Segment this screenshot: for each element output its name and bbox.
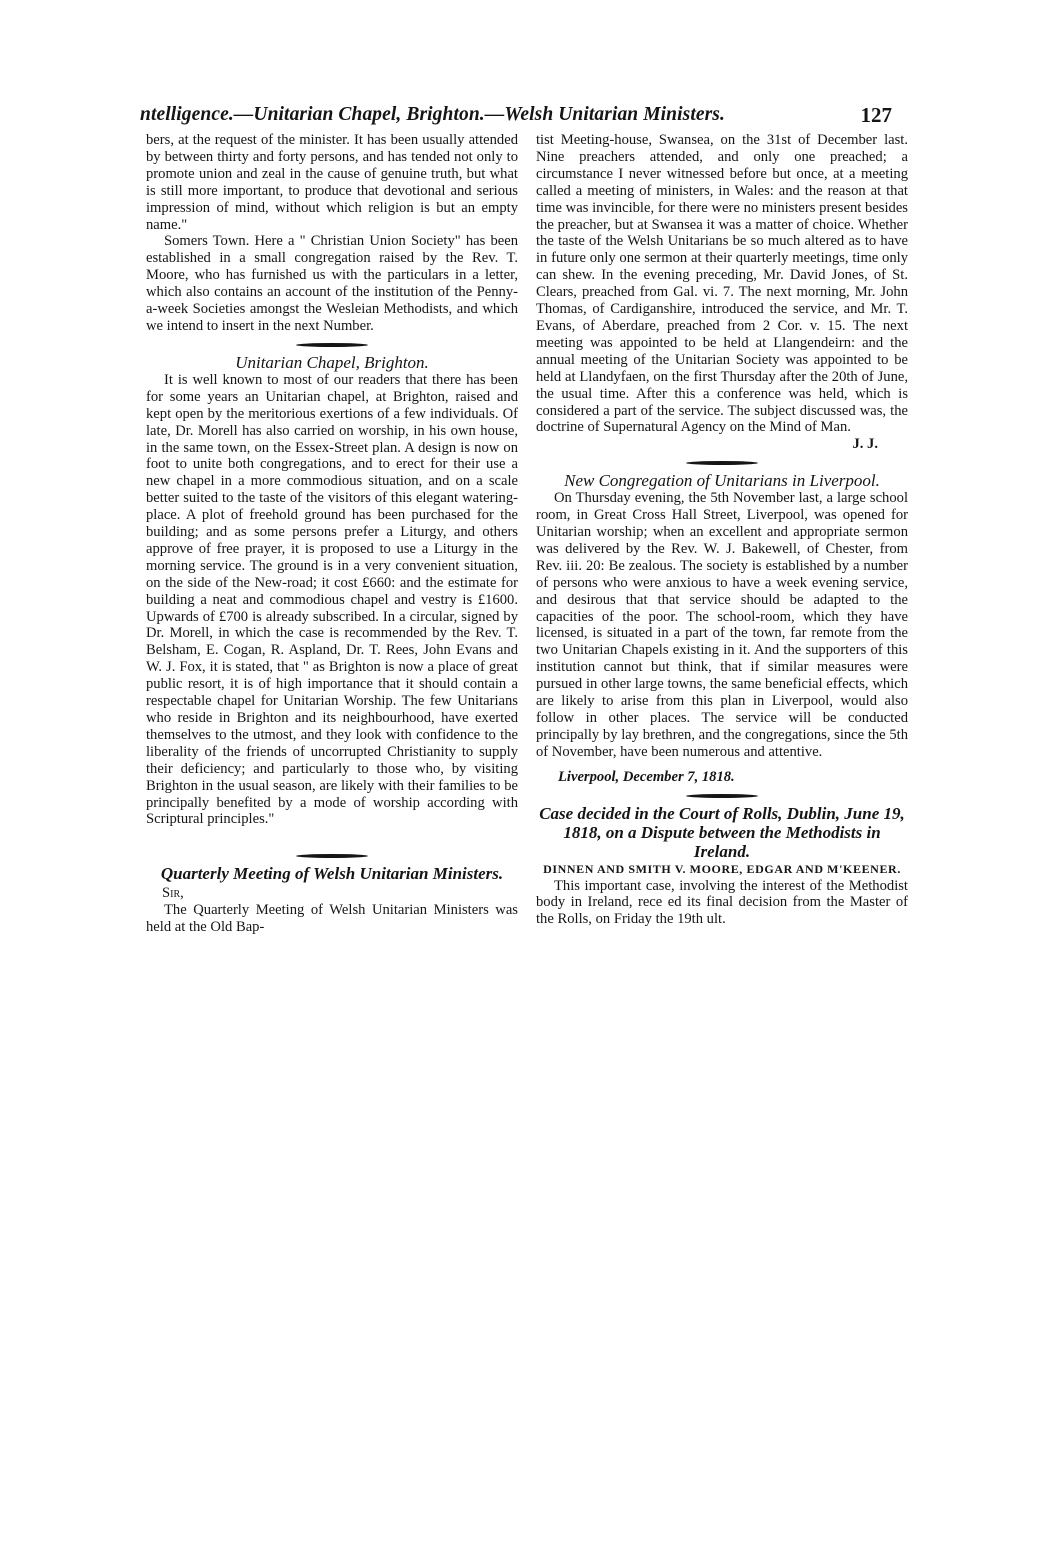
case-parties: DINNEN AND SMITH V. MOORE, EDGAR AND M'KEENER.	[543, 861, 901, 876]
section-divider	[296, 854, 368, 858]
dateline: Liverpool, December 7, 1818.	[558, 768, 735, 785]
liverpool-heading: New Congregation of Unitarians in Liverpool.	[564, 471, 880, 491]
brighton-paragraph: It is well known to most of our readers that there has been for some years an Unitarian chapel, at Brighton, raised and kept open by the meritorious exertions of a few individuals. Of late, Dr. Morell has also carried on worship, in his own house, in the same town, on the Essex-Street plan. A design is now on foot to unite both congregations, and to erect for their use a new chapel in a more commodious situation, and on a scale better suited to the taste of the visitors of this elegant watering-place. A plot of freehold ground has been purchased for the building; and as some persons prefer a Liturgy, and others approve of free prayer, it is proposed to use a Liturgy in the morning service. The ground is in a very convenient situation, on the side of the New-road; it cost £660: and the estimate for building a neat and commodious chapel and vestry is £1600. Upwards of £700 is already subscribed. In a circular, signed by Dr. Morell, in which the case is recommended by the Rev. T. Belsham, E. Cogan, R. Aspland, Dr. T. Rees, John Evans and W. J. Fox, it is stated, that " as Brighton is now a place of great public resort, it is of high importance that it should contain a respectable chapel for Unitarian Worship. The few Unitarians who reside in Brighton and its neighbourhood, have exerted themselves to the utmost, and they look with confidence to the liberality of the friends of uncorrupted Christianity to supply their deficiency; and particularly to those who, by visiting Brighton in the usual season, are likely with their families to be principally benefited by a mode of worship according with Scriptural principles."	[146, 371, 518, 828]
right-column	[536, 132, 908, 928]
running-title: ntelligence.—Unitarian Chapel, Brighton.—Welsh Unitarian Ministers.	[140, 104, 725, 125]
page-number: 127	[860, 103, 892, 127]
case-heading: Case decided in the Court of Rolls, Dublin, June 19, 1818, on a Dispute between the Methodists in Ireland.	[539, 803, 905, 861]
welsh-ministers-heading: Quarterly Meeting of Welsh Unitarian Ministers.	[160, 864, 504, 884]
left-column	[146, 132, 518, 936]
section-divider	[686, 794, 758, 798]
somers-town-paragraph: Somers Town. Here a " Christian Union Society" has been established in a small congregation raised by the Rev. T. Moore, who has furnished us with the particulars in a letter, which also contains an account of the institution of the Penny-a-week Societies amongst the Wesleian Methodists, and which we intend to insert in the next Number.	[146, 233, 518, 334]
running-head	[140, 104, 912, 132]
signature: J. J.	[852, 436, 878, 453]
brighton-heading: Unitarian Chapel, Brighton.	[235, 352, 429, 372]
intro-paragraph: bers, at the request of the minister. It has been usually attended by between thirty and forty persons, and has tended not only to promote union and zeal in the cause of genuine truth, but what is still more important, to produce that devotional and serious impression of mind, without which religion is but an empty name."	[146, 132, 518, 233]
section-divider	[296, 343, 368, 347]
liverpool-paragraph: On Thursday evening, the 5th November last, a large school room, in Great Cross Hall Street, Liverpool, was opened for Unitarian worship; when an excellent and appropriate sermon was delivered by the Rev. W. J. Bakewell, of Chester, from Rev. iii. 20: Be zealous. The society is established by a number of persons who were anxious to have a week evening service, and desirous that that service should be adapted to the capacities of the poor. The school-room, which they have licensed, is situated in a part of the town, far remote from the two Unitarian Chapels existing in it. And the supporters of this institution cannot but think, that if similar measures were pursued in other large towns, the same beneficial effects, which are likely to arise from this plan in Liverpool, would also follow in other places. The service will be conducted principally by lay brethren, and the congregations, since the 5th of November, have been numerous and attentive.	[536, 490, 908, 760]
salutation: Sir,	[162, 885, 184, 902]
case-paragraph: This important case, involving the interest of the Methodist body in Ireland, rece ed its final decision from the Master of the Rolls, on Friday the 19th ult.	[536, 877, 908, 928]
welsh-ministers-paragraph: The Quarterly Meeting of Welsh Unitarian Ministers was held at the Old Bap-	[146, 902, 518, 936]
section-divider	[686, 461, 758, 465]
welsh-ministers-continued: tist Meeting-house, Swansea, on the 31st of December last. Nine preachers attended, and only one preached; a circumstance I never witnessed before but once, at a meeting called a meeting of ministers, in Wales: and the reason at that time was invincible, for there were no ministers present besides the preacher, but at Swansea it was a matter of choice. Whether the taste of the Welsh Unitarians be so much altered as to have in future only one sermon at their quarterly meetings, time only can shew. In the evening preceding, Mr. David Jones, of St. Clears, preached from Gal. vi. 7. The next morning, Mr. John Thomas, of Cardiganshire, introduced the service, and Mr. T. Evans, of Aberdare, preached from 2 Cor. v. 15. The next meeting was appointed to be held at Llangendeirn: and the annual meeting of the Unitarian Society was appointed to be held at Llandyfaen, on the first Thursday after the 20th of June, the usual time. After this a conference was held, which is considered a part of the service. The subject discussed was, the doctrine of Supernatural Agency on the Mind of Man.	[536, 132, 908, 436]
